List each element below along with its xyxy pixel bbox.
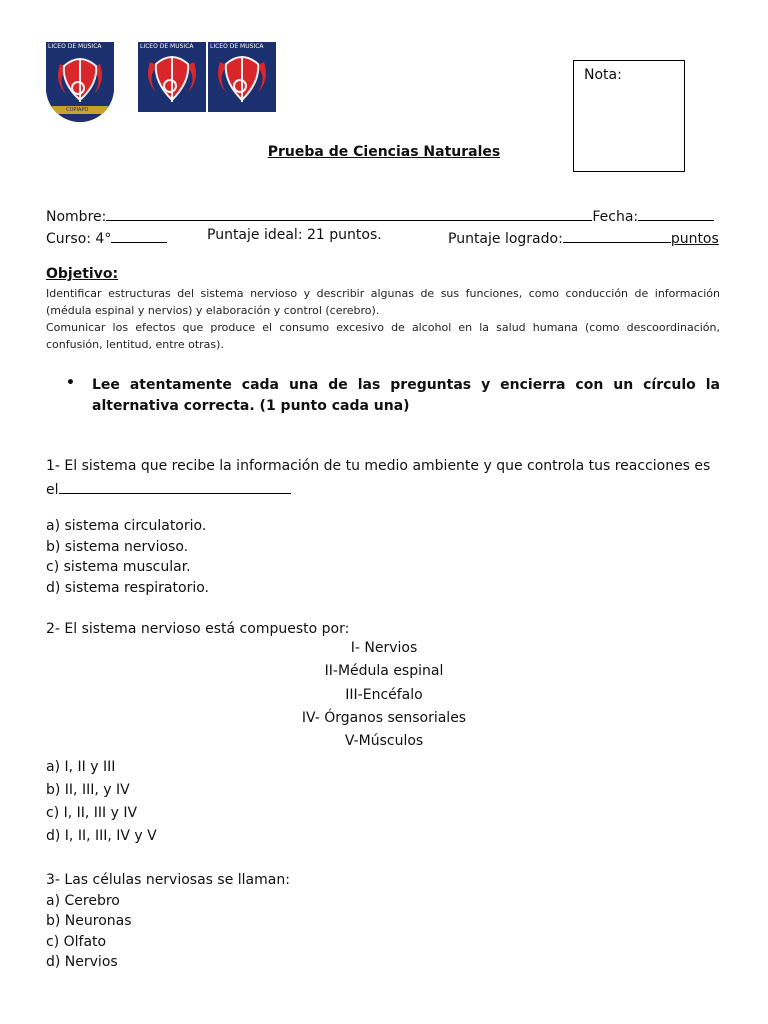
option[interactable]: c) Olfato (46, 934, 107, 950)
course-label: Curso: 4° (46, 231, 112, 247)
date-field[interactable] (638, 205, 714, 221)
answer-blank[interactable] (59, 478, 291, 494)
date-label: Fecha: (592, 209, 639, 225)
school-logo (138, 42, 206, 112)
list-item: V-Músculos (344, 733, 424, 749)
achieved-score-field[interactable] (563, 227, 671, 243)
option[interactable]: a) I, II y III (46, 759, 116, 775)
logo-lettering: LICEO DE MUSICA (210, 43, 264, 50)
logo-lettering: LICEO DE MUSICA (140, 43, 194, 50)
option[interactable]: d) Nervios (46, 954, 118, 970)
question-1-cont (46, 478, 720, 501)
option[interactable]: d) I, II, III, IV y V (46, 828, 157, 844)
grade-label: Nota: (584, 67, 622, 83)
question-1: 1- El sistema que recibe la información de tu medio ambiente y que controla tus reacciones es (46, 458, 711, 474)
name-date-row (46, 205, 720, 225)
option[interactable]: a) sistema circulatorio. (46, 518, 207, 534)
option[interactable]: c) sistema muscular. (46, 559, 191, 575)
question-2: 2- El sistema nervioso está compuesto por: (46, 621, 350, 637)
name-field[interactable] (106, 205, 592, 221)
objective-text-2: Comunicar los efectos que produce el consumo excesivo de alcohol en la salud humana (como descoordinación, confusión, lentitud, entre otras). (46, 321, 720, 351)
question-3: 3- Las células nerviosas se llaman: (46, 872, 290, 888)
page-title: Prueba de Ciencias Naturales (267, 144, 501, 160)
option[interactable]: b) Neuronas (46, 913, 132, 929)
logo-lettering: LICEO DE MUSICA (48, 43, 102, 50)
objective-heading: Objetivo: (46, 266, 119, 282)
bullet-icon: • (66, 375, 75, 391)
school-logo (46, 42, 114, 122)
instructions: Lee atentamente cada una de las preguntas y encierra con un círculo la alternativa correcta. (1 punto cada una) (92, 377, 720, 414)
achieved-score (448, 227, 719, 247)
logo-lettering: COPIAPO (66, 107, 89, 113)
list-item: IV- Órganos sensoriales (301, 710, 467, 726)
name-label: Nombre: (46, 209, 107, 225)
course-field[interactable] (111, 227, 167, 243)
option[interactable]: a) Cerebro (46, 893, 120, 909)
option[interactable]: b) sistema nervioso. (46, 539, 189, 555)
option[interactable]: d) sistema respiratorio. (46, 580, 209, 596)
list-item: I- Nervios (350, 640, 418, 656)
school-logo (208, 42, 276, 112)
score-row (46, 227, 720, 247)
objective-text-1: Identificar estructuras del sistema nervioso y describir algunas de sus funciones, como conducción de información (médula espinal y nervios) y elaboración y control (cerebro). (46, 287, 720, 317)
option[interactable]: c) I, II, III y IV (46, 805, 138, 821)
question-1-cont-text: el (46, 482, 59, 498)
points-unit: puntos (670, 231, 719, 247)
ideal-score: Puntaje ideal: 21 puntos. (207, 227, 382, 243)
list-item: II-Médula espinal (324, 663, 444, 679)
option[interactable]: b) II, III, y IV (46, 782, 130, 798)
list-item: III-Encéfalo (345, 687, 423, 703)
achieved-score-label: Puntaje logrado: (448, 231, 563, 247)
